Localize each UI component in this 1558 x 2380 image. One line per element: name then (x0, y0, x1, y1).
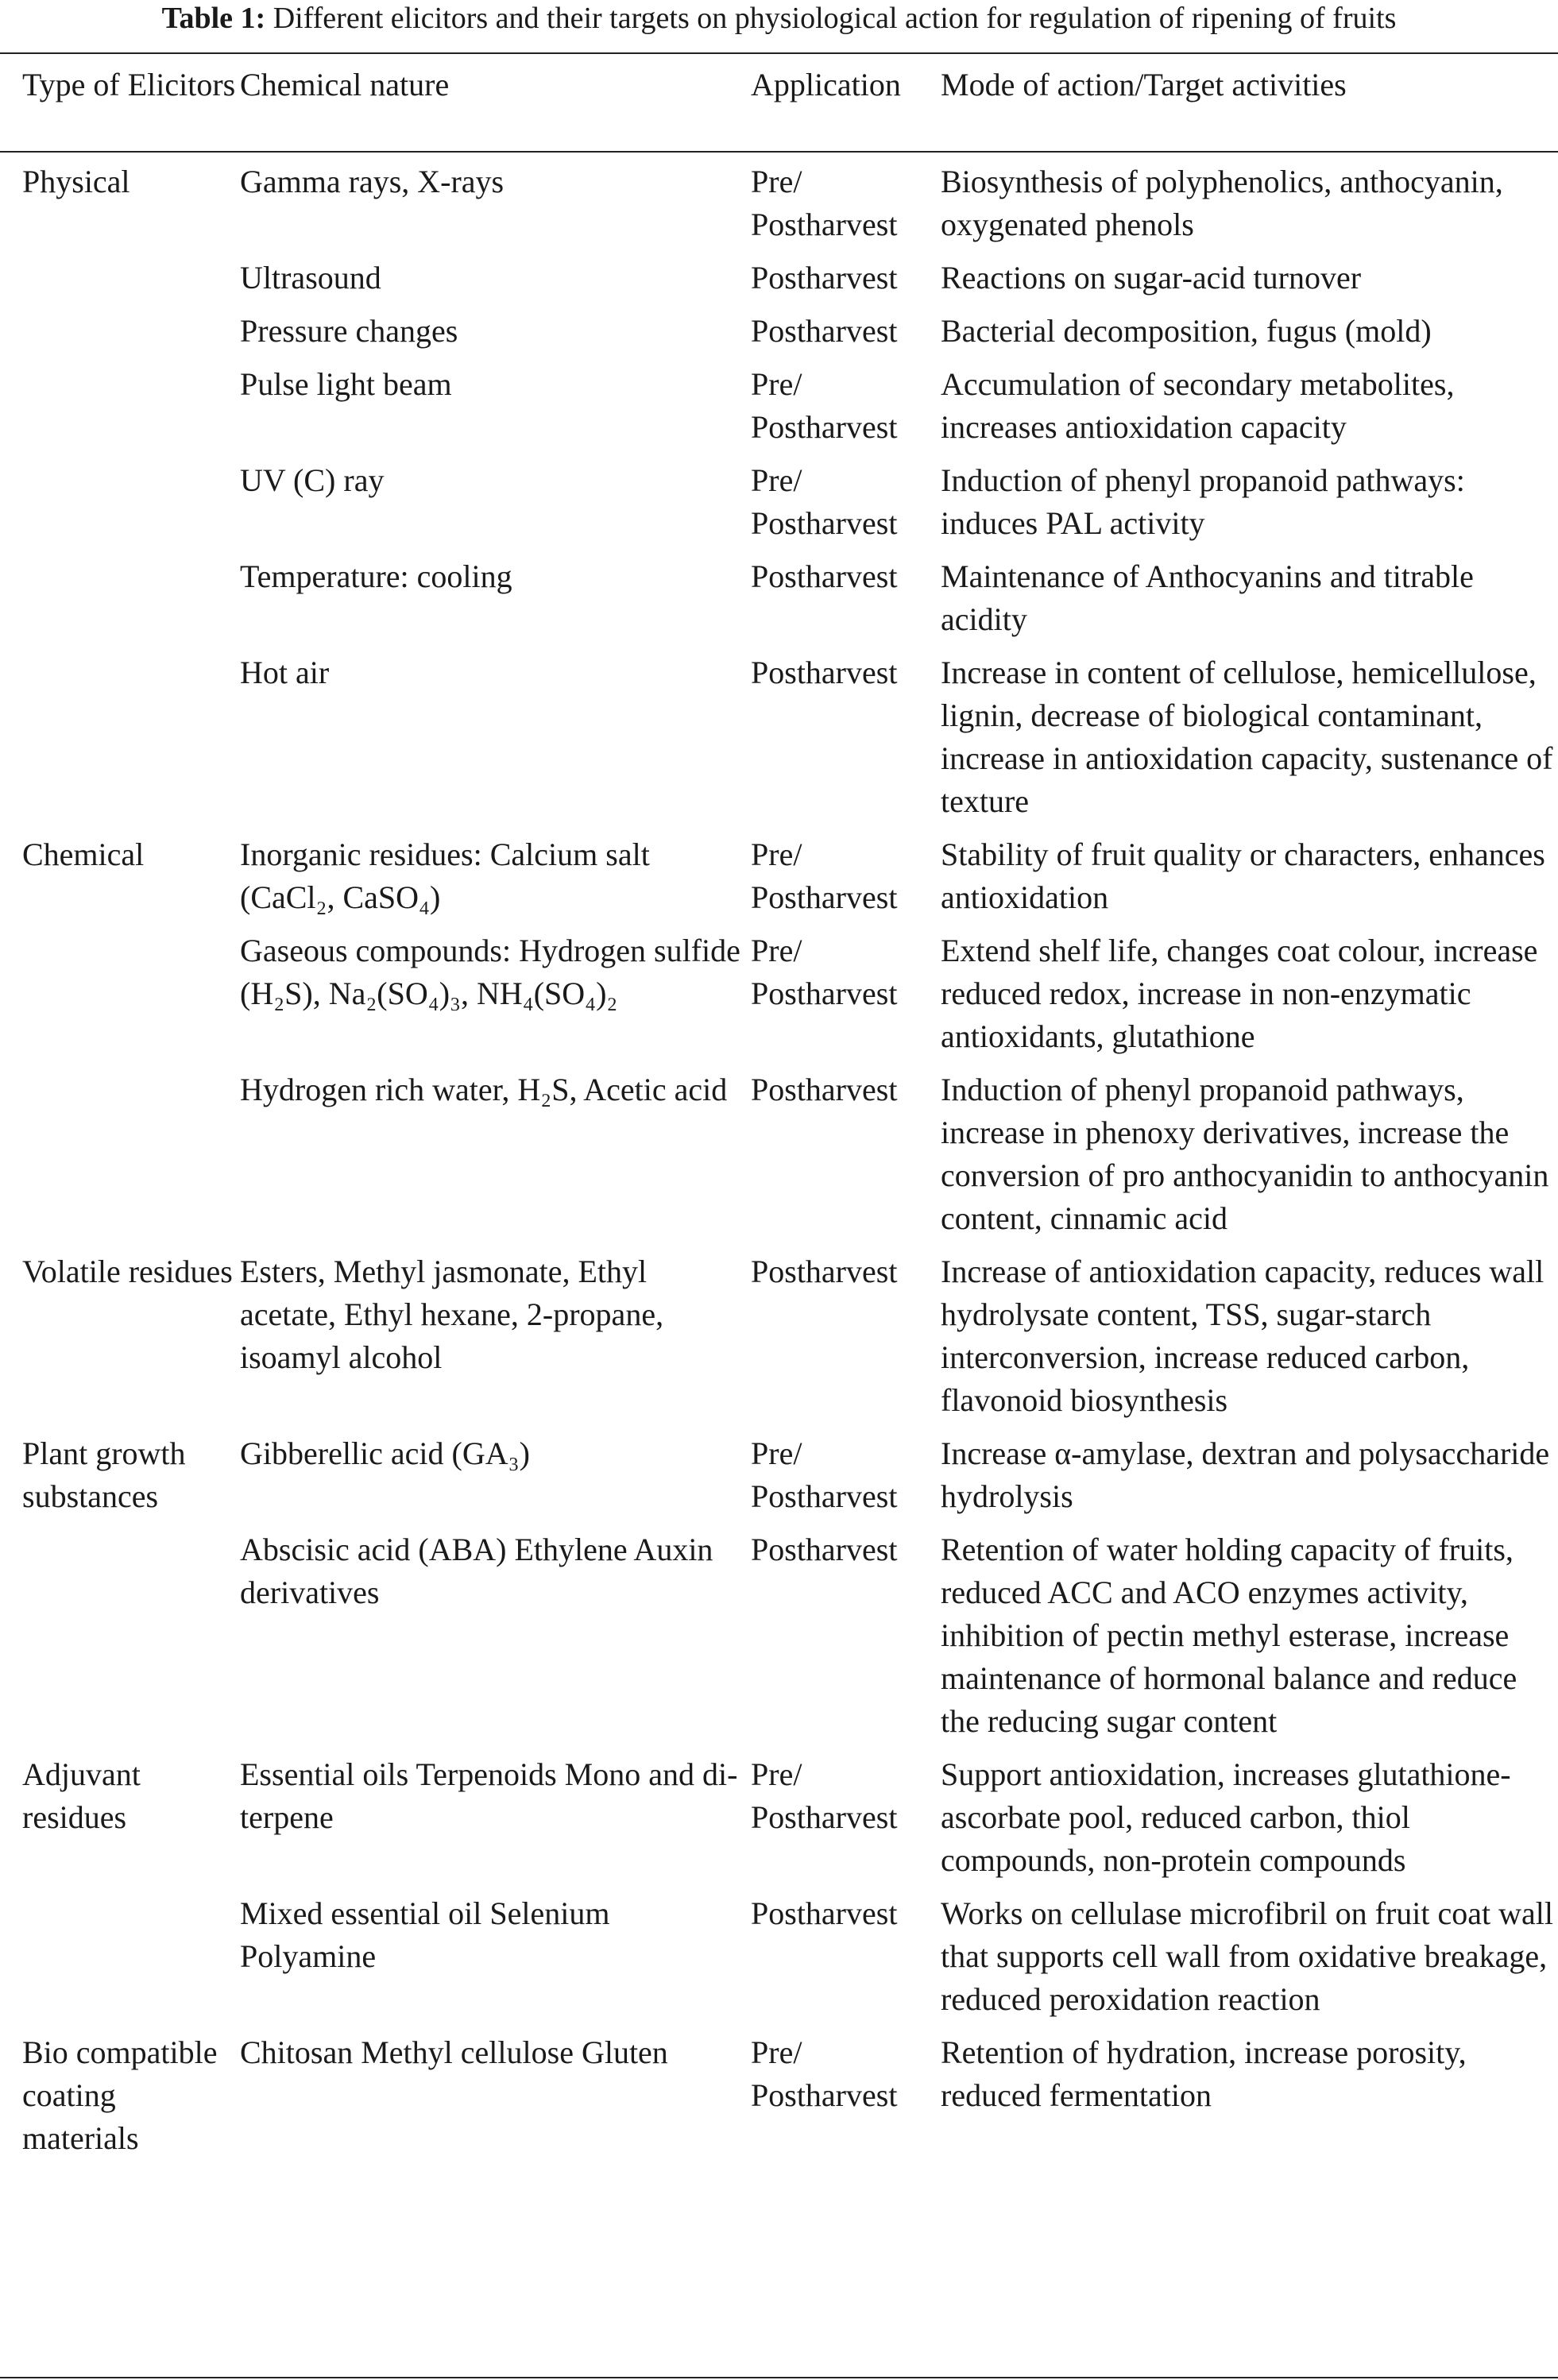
cell-chemical-nature: Abscisic acid (ABA) Ethylene Auxin derivatives (240, 1532, 713, 1610)
cell-chemical-nature: Esters, Methyl jasmonate, Ethyl acetate, Ethyl hexane, 2-propane, isoamyl alcohol (240, 1254, 664, 1375)
cell-elicitor-type (0, 555, 240, 651)
cell-application: Postharvest (751, 558, 898, 594)
cell-chemical-nature: Pressure changes (240, 313, 458, 349)
cell-application: Postharvest (751, 1895, 898, 1931)
cell-chemical-nature: Ultrasound (240, 260, 381, 296)
cell-mode-of-action: Induction of phenyl propanoid pathways, increase in phenoxy derivatives, increase the conversion of pro anthocyanidin to anthocyanin content, cinnamic acid (941, 1072, 1549, 1236)
cell-application: Postharvest (751, 260, 898, 296)
cell-elicitor-type: Chemical (22, 836, 145, 872)
cell-chemical-nature: Pulse light beam (240, 366, 452, 402)
cell-application: Pre/ Postharvest (751, 1435, 898, 1514)
cell-application: Pre/ Postharvest (751, 1756, 898, 1835)
cell-chemical-nature: UV (C) ray (240, 462, 385, 498)
header-type: Type of Elicitors (22, 67, 236, 102)
cell-elicitor-type (0, 1068, 240, 1250)
cell-mode-of-action: Extend shelf life, changes coat colour, increase reduced redox, increase in non-enzymatic antioxidants, glutathione (941, 933, 1538, 1054)
cell-mode-of-action: Support antioxidation, increases glutathione-ascorbate pool, reduced carbon, thiol compounds, non-protein compounds (941, 1756, 1511, 1878)
table-body (0, 160, 1558, 2170)
table-row (0, 160, 1558, 257)
table-row (0, 459, 1558, 555)
cell-chemical-nature: Gaseous compounds: Hydrogen sulfide (H₂S), Na₂(SO₄)₃, NH₄(SO₄)₂ (240, 933, 740, 1011)
cell-mode-of-action: Induction of phenyl propanoid pathways: induces PAL activity (941, 462, 1465, 541)
cell-elicitor-type: Volatile residues (22, 1254, 233, 1289)
cell-mode-of-action: Retention of hydration, increase porosity, reduced fermentation (941, 2034, 1467, 2113)
cell-mode-of-action: Retention of water holding capacity of fruits, reduced ACC and ACO enzymes activity, inhibition of pectin methyl esterase, increase maintenance of hormonal balance and reduce the reducing sugar content (941, 1532, 1517, 1739)
cell-chemical-nature: Gamma rays, X-rays (240, 164, 505, 199)
table-bottom-rule (0, 2377, 1558, 2378)
cell-elicitor-type: Adjuvant residues (22, 1756, 141, 1835)
header-chemical: Chemical nature (240, 67, 450, 102)
cell-chemical-nature: Chitosan Methyl cellulose Gluten (240, 2034, 668, 2070)
cell-chemical-nature: Temperature: cooling (240, 558, 512, 594)
table-row (0, 2031, 1558, 2170)
cell-application: Postharvest (751, 313, 898, 349)
table-row (0, 363, 1558, 459)
header-application: Application (751, 67, 901, 102)
cell-chemical-nature: Essential oils Terpenoids Mono and di-terpene (240, 1756, 738, 1835)
table-row (0, 1753, 1558, 1892)
table-row (0, 929, 1558, 1068)
table-row (0, 1068, 1558, 1250)
cell-application: Postharvest (751, 1254, 898, 1289)
table-caption (0, 0, 1558, 37)
cell-mode-of-action: Increase of antioxidation capacity, reduces wall hydrolysate content, TSS, sugar-starch interconversion, increase reduced carbon, flavonoid biosynthesis (941, 1254, 1544, 1418)
table-row (0, 310, 1558, 363)
table-top-rule (0, 52, 1558, 54)
cell-elicitor-type (0, 651, 240, 833)
cell-elicitor-type (0, 257, 240, 310)
cell-elicitor-type: Physical (22, 164, 130, 199)
table-row (0, 555, 1558, 651)
cell-mode-of-action: Bacterial decomposition, fugus (mold) (941, 313, 1432, 349)
header-row (0, 64, 1558, 106)
table-row (0, 1432, 1558, 1528)
cell-elicitor-type (0, 459, 240, 555)
cell-mode-of-action: Reactions on sugar-acid turnover (941, 260, 1362, 296)
cell-application: Postharvest (751, 655, 898, 690)
cell-mode-of-action: Works on cellulase microfibril on fruit coat wall that supports cell wall from oxidative breakage, reduced peroxidation reaction (941, 1895, 1553, 2017)
table-row (0, 1892, 1558, 2031)
table-row (0, 257, 1558, 310)
table-row (0, 1250, 1558, 1432)
cell-application: Pre/ Postharvest (751, 2034, 898, 2113)
caption-text: Different elicitors and their targets on physiological action for regulation of ripening of fruits (273, 2, 1397, 35)
table-header (0, 64, 1558, 106)
cell-elicitor-type (0, 1892, 240, 2031)
cell-elicitor-type (0, 310, 240, 363)
cell-mode-of-action: Stability of fruit quality or characters, enhances antioxidation (941, 836, 1545, 915)
cell-mode-of-action: Biosynthesis of polyphenolics, anthocyanin, oxygenated phenols (941, 164, 1503, 242)
cell-application: Pre/ Postharvest (751, 836, 898, 915)
cell-elicitor-type: Bio compatible coating materials (22, 2034, 218, 2156)
cell-chemical-nature: Mixed essential oil Selenium Polyamine (240, 1895, 610, 1974)
cell-mode-of-action: Increase α-amylase, dextran and polysaccharide hydrolysis (941, 1435, 1550, 1514)
cell-chemical-nature: Hydrogen rich water, H₂S, Acetic acid (240, 1072, 728, 1107)
cell-application: Pre/ Postharvest (751, 462, 898, 541)
cell-mode-of-action: Increase in content of cellulose, hemicellulose, lignin, decrease of biological contaminant, increase in antioxidation capacity, sustenance of texture (941, 655, 1553, 819)
header-mode: Mode of action/Target activities (941, 67, 1347, 102)
cell-elicitor-type (0, 1528, 240, 1753)
cell-application: Pre/ Postharvest (751, 164, 898, 242)
header-bottom-rule (0, 151, 1558, 153)
cell-application: Postharvest (751, 1072, 898, 1107)
cell-chemical-nature: Hot air (240, 655, 330, 690)
cell-application: Pre/ Postharvest (751, 366, 898, 445)
cell-elicitor-type (0, 929, 240, 1068)
cell-elicitor-type: Plant growth substances (22, 1435, 186, 1514)
cell-chemical-nature: Gibberellic acid (GA₃) (240, 1435, 530, 1471)
cell-chemical-nature: Inorganic residues: Calcium salt (CaCl₂, CaSO₄) (240, 836, 650, 915)
cell-elicitor-type (0, 363, 240, 459)
table-row (0, 651, 1558, 833)
table-row (0, 833, 1558, 929)
cell-mode-of-action: Accumulation of secondary metabolites, increases antioxidation capacity (941, 366, 1455, 445)
table-row (0, 1528, 1558, 1753)
caption-label: Table 1: (161, 2, 266, 35)
cell-application: Postharvest (751, 1532, 898, 1567)
cell-mode-of-action: Maintenance of Anthocyanins and titrable acidity (941, 558, 1474, 637)
cell-application: Pre/ Postharvest (751, 933, 898, 1011)
